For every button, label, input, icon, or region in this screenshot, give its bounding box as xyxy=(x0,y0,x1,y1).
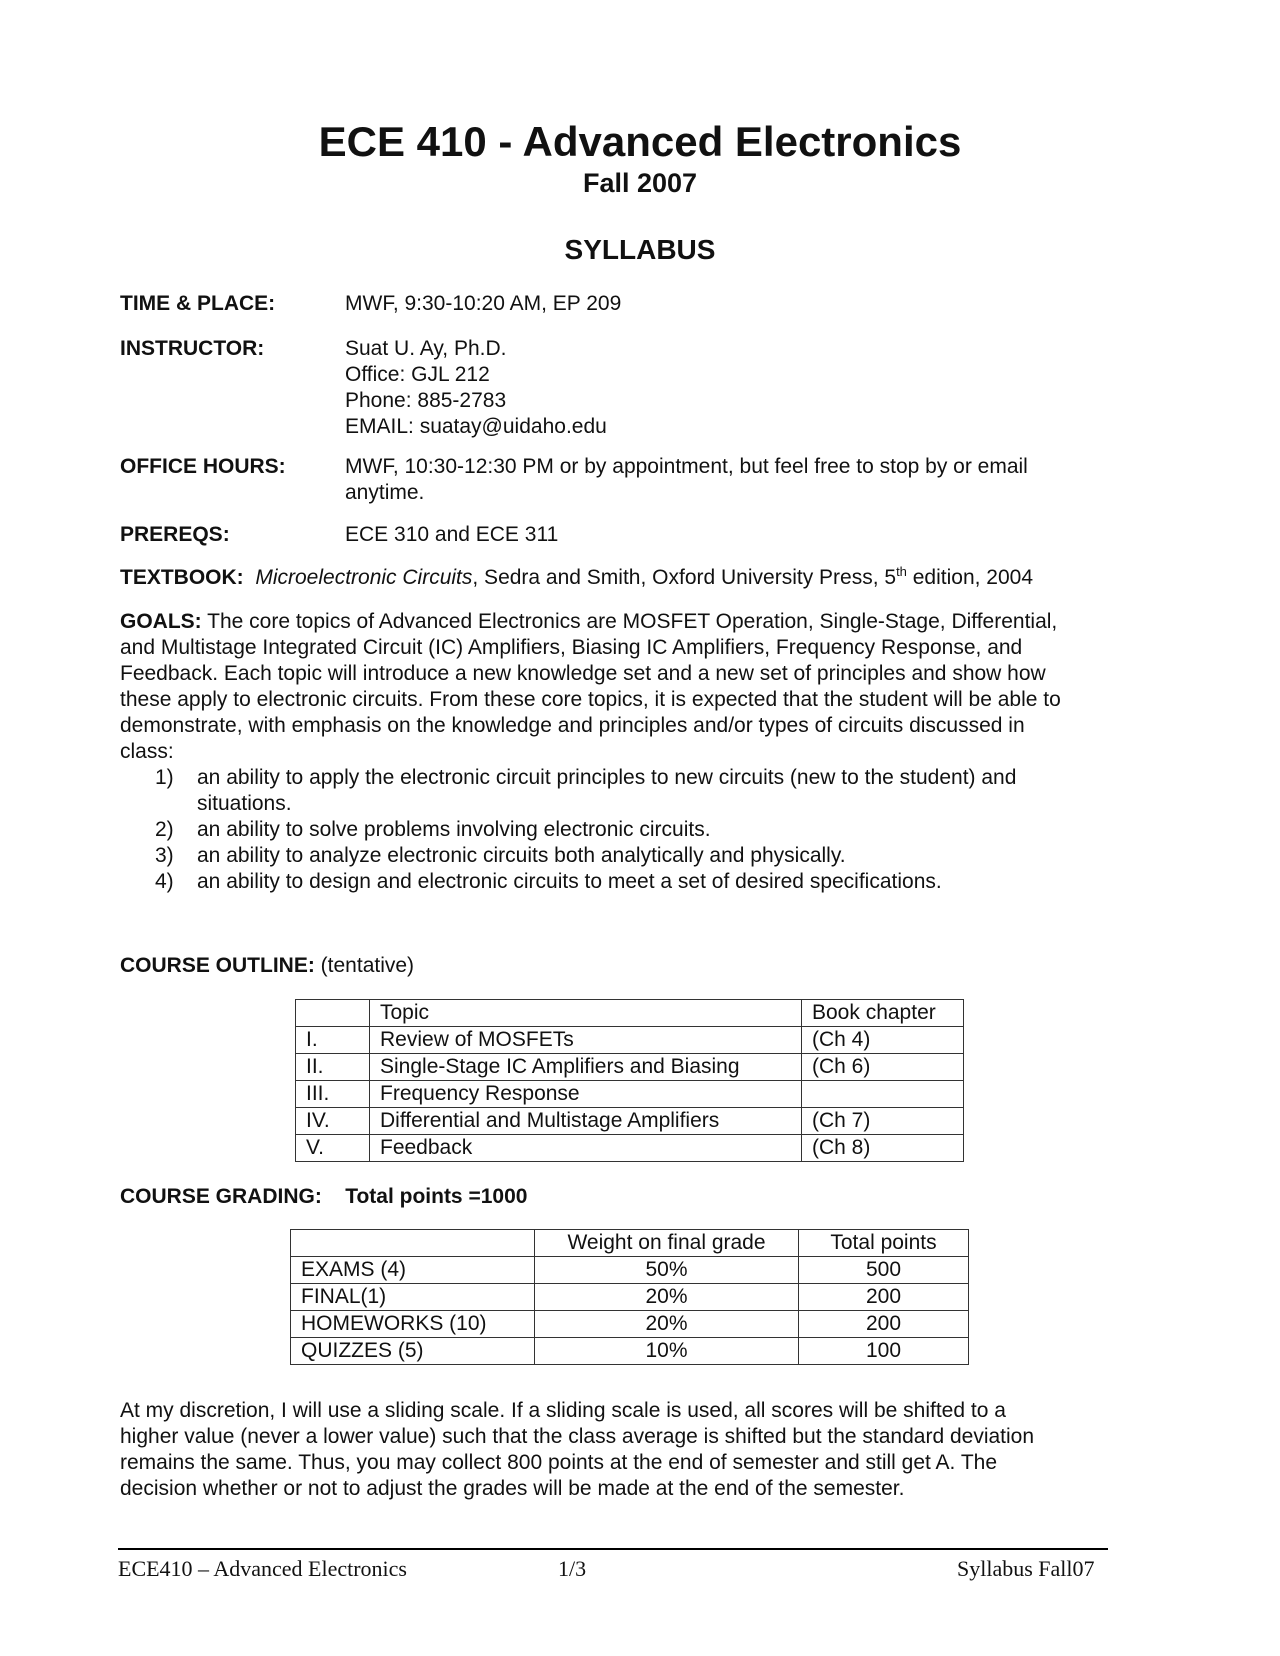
time-place-value: MWF, 9:30-10:20 AM, EP 209 xyxy=(345,292,622,315)
table-cell: 500 xyxy=(799,1257,969,1284)
document-type-heading: SYLLABUS xyxy=(564,234,716,265)
goals-line: Feedback. Each topic will introduce a new knowledge set and a new set of principles and show how xyxy=(120,662,1046,685)
list-item-text: an ability to apply the electronic circuit principles to new circuits (new to the student) and xyxy=(197,766,1017,789)
course-outline-heading xyxy=(120,953,1160,979)
textbook-line xyxy=(120,565,1160,591)
footer-page-number: 1/3 xyxy=(558,1556,587,1581)
table-row xyxy=(296,1054,964,1081)
table-cell: Single-Stage IC Amplifiers and Biasing xyxy=(370,1054,802,1081)
goals-line: The core topics of Advanced Electronics are MOSFET Operation, Single-Stage, Differential, xyxy=(201,610,1058,633)
table-cell: FINAL(1) xyxy=(291,1284,535,1311)
table-cell xyxy=(802,1081,964,1108)
footer-course-name: ECE410 – Advanced Electronics xyxy=(118,1556,407,1581)
course-grading-table xyxy=(290,1229,969,1365)
list-item-text: an ability to analyze electronic circuits both analytically and physically. xyxy=(197,844,846,867)
sliding-scale-paragraph xyxy=(120,1398,1160,1502)
table-cell: Differential and Multistage Amplifiers xyxy=(370,1108,802,1135)
goals-line: demonstrate, with emphasis on the knowledge and principles and/or types of circuits discussed in xyxy=(120,714,1025,737)
instructor-phone: Phone: 885-2783 xyxy=(345,389,507,412)
table-cell: 20% xyxy=(535,1311,799,1338)
table-header-cell: Topic xyxy=(370,1000,802,1027)
instructor-name: Suat U. Ay, Ph.D. xyxy=(345,337,507,360)
instructor-details xyxy=(345,336,1225,440)
textbook-edition-suffix: th xyxy=(896,564,907,579)
course-outline-table xyxy=(295,999,964,1162)
list-item xyxy=(155,817,1117,843)
table-cell: I. xyxy=(296,1027,370,1054)
table-cell: 200 xyxy=(799,1284,969,1311)
table-cell: IV. xyxy=(296,1108,370,1135)
table-cell: (Ch 7) xyxy=(802,1108,964,1135)
table-row xyxy=(296,1027,964,1054)
list-item-text: an ability to design and electronic circuits to meet a set of desired specifications. xyxy=(197,870,942,893)
table-cell: QUIZZES (5) xyxy=(291,1338,535,1365)
prereqs-value: ECE 310 and ECE 311 xyxy=(345,523,559,546)
table-row xyxy=(296,1108,964,1135)
goals-line: these apply to electronic circuits. From these core topics, it is expected that the student will be able to xyxy=(120,688,1061,711)
goals-list xyxy=(155,765,1117,895)
list-item xyxy=(155,869,1117,895)
table-header-cell: Total points xyxy=(799,1230,969,1257)
table-cell: 10% xyxy=(535,1338,799,1365)
course-outline-label: COURSE OUTLINE: xyxy=(120,954,315,977)
footer-document-label: Syllabus Fall07 xyxy=(957,1556,1095,1581)
table-cell: Feedback xyxy=(370,1135,802,1162)
paragraph-line: At my discretion, I will use a sliding scale. If a sliding scale is used, all scores will be shifted to a xyxy=(120,1399,1006,1422)
table-cell: (Ch 6) xyxy=(802,1054,964,1081)
list-item-text: an ability to solve problems involving electronic circuits. xyxy=(197,818,711,841)
textbook-title: Microelectronic Circuits xyxy=(255,566,473,589)
paragraph-line: higher value (never a lower value) such that the class average is shifted but the standard deviation xyxy=(120,1425,1035,1448)
paragraph-line: decision whether or not to adjust the grades will be made at the end of the semester. xyxy=(120,1477,905,1500)
table-cell: 50% xyxy=(535,1257,799,1284)
table-cell: 200 xyxy=(799,1311,969,1338)
office-hours-value xyxy=(345,454,1225,506)
table-cell: EXAMS (4) xyxy=(291,1257,535,1284)
instructor-office: Office: GJL 212 xyxy=(345,363,490,386)
textbook-details: , Sedra and Smith, Oxford University Press, 5 xyxy=(472,566,897,589)
table-cell: Review of MOSFETs xyxy=(370,1027,802,1054)
office-hours-line: MWF, 10:30-12:30 PM or by appointment, but feel free to stop by or email xyxy=(345,455,1028,478)
office-hours-label: OFFICE HOURS: xyxy=(120,455,286,478)
time-place-label: TIME & PLACE: xyxy=(120,292,276,315)
table-row xyxy=(291,1257,969,1284)
table-cell: 100 xyxy=(799,1338,969,1365)
list-item-number: 1) xyxy=(155,766,174,789)
table-header-row xyxy=(291,1230,969,1257)
goals-paragraph xyxy=(120,609,1160,765)
textbook-label: TEXTBOOK: xyxy=(120,566,244,589)
course-grading-heading xyxy=(120,1184,1160,1210)
textbook-year: edition, 2004 xyxy=(906,566,1034,589)
table-cell: (Ch 4) xyxy=(802,1027,964,1054)
list-item-number: 2) xyxy=(155,818,174,841)
list-item-text: situations. xyxy=(197,792,292,815)
footer-divider xyxy=(118,1548,1108,1550)
course-outline-note: (tentative) xyxy=(314,954,415,977)
paragraph-line: remains the same. Thus, you may collect 800 points at the end of semester and still get A. The xyxy=(120,1451,998,1474)
table-cell: II. xyxy=(296,1054,370,1081)
list-item-number: 4) xyxy=(155,870,174,893)
table-cell: HOMEWORKS (10) xyxy=(291,1311,535,1338)
list-item xyxy=(155,843,1117,869)
table-header-cell xyxy=(291,1230,535,1257)
table-header-cell: Book chapter xyxy=(802,1000,964,1027)
list-item-number: 3) xyxy=(155,844,174,867)
goals-line: and Multistage Integrated Circuit (IC) Amplifiers, Biasing IC Amplifiers, Frequency Response, and xyxy=(120,636,1023,659)
office-hours-line: anytime. xyxy=(345,481,425,504)
table-row xyxy=(291,1338,969,1365)
table-cell: III. xyxy=(296,1081,370,1108)
table-row xyxy=(296,1081,964,1108)
term-subtitle: Fall 2007 xyxy=(582,168,698,198)
list-item xyxy=(155,765,1117,817)
table-header-cell xyxy=(296,1000,370,1027)
table-header-row xyxy=(296,1000,964,1027)
table-row xyxy=(291,1284,969,1311)
table-cell: Frequency Response xyxy=(370,1081,802,1108)
table-row xyxy=(296,1135,964,1162)
instructor-email: EMAIL: suatay@uidaho.edu xyxy=(345,415,607,438)
goals-line: class: xyxy=(120,740,174,763)
goals-label: GOALS: xyxy=(120,610,202,633)
table-cell: V. xyxy=(296,1135,370,1162)
table-header-cell: Weight on final grade xyxy=(535,1230,799,1257)
instructor-label: INSTRUCTOR: xyxy=(120,337,265,360)
table-cell: 20% xyxy=(535,1284,799,1311)
prereqs-label: PREREQS: xyxy=(120,523,230,546)
total-points-text: Total points =1000 xyxy=(345,1185,528,1208)
course-title: ECE 410 - Advanced Electronics xyxy=(318,118,962,165)
course-grading-label: COURSE GRADING: xyxy=(120,1185,322,1208)
table-cell: (Ch 8) xyxy=(802,1135,964,1162)
table-row xyxy=(291,1311,969,1338)
